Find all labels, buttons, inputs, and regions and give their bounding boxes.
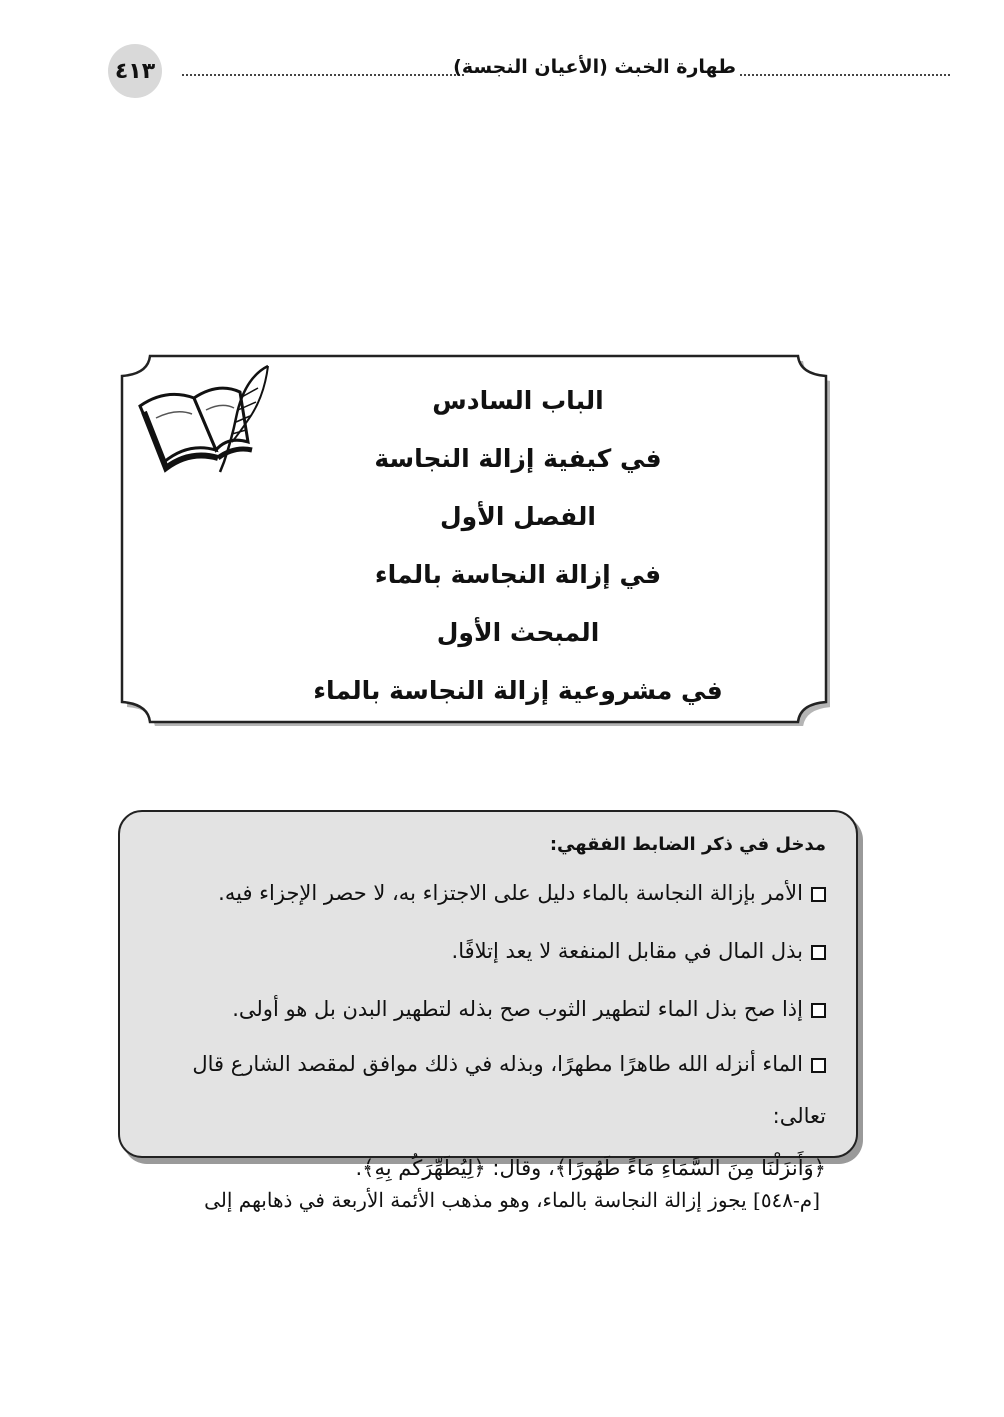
- page-number: ٤١٣: [108, 44, 162, 98]
- checkbox-icon: [811, 1003, 826, 1018]
- rule-item: [138, 980, 826, 1038]
- body-paragraph: [م-٥٤٨] يجوز إزالة النجاسة بالماء، وهو مذهب الأئمة الأربعة في ذهابهم إلى: [204, 1188, 820, 1212]
- quran-quote: ﴿لِيُطَهِّرَكُم بِهِ﴾: [362, 1156, 486, 1180]
- jurisprudential-rule-box: [118, 810, 858, 1180]
- quran-quote: ﴿وَأَنزَلْنَا مِنَ السَّمَاءِ مَاءً طَهُورًا﴾: [554, 1156, 826, 1180]
- checkbox-icon: [811, 945, 826, 960]
- rule-item-text: الماء أنزله الله طاهرًا مطهرًا، وبذله في ذلك موافق لمقصد الشارع قال تعالى:: [192, 1052, 826, 1128]
- rule-box-heading: مدخل في ذكر الضابط الفقهي:: [549, 834, 826, 855]
- quote-separator: ، وقال:: [485, 1156, 555, 1180]
- rule-item: [138, 922, 826, 980]
- checkbox-icon: [811, 887, 826, 902]
- rule-item-text: بذل المال في مقابل المنفعة لا يعد إتلافًا.: [451, 939, 803, 963]
- quote-end: .: [355, 1156, 363, 1180]
- dotted-leader-left: [182, 74, 464, 76]
- part-subtitle: في كيفية إزالة النجاسة: [374, 444, 662, 473]
- chapter-title-frame: [118, 352, 830, 726]
- rule-item: [138, 864, 826, 922]
- chapter-subtitle: في إزالة النجاسة بالماء: [374, 560, 662, 589]
- rule-item-text: إذا صح بذل الماء لتطهير الثوب صح بذله لتطهير البدن بل هو أولى.: [232, 997, 803, 1021]
- dotted-leader-right: [740, 74, 950, 76]
- page-header: [108, 44, 848, 98]
- part-title: الباب السادس: [432, 386, 604, 415]
- chapter-title: الفصل الأول: [439, 502, 597, 531]
- chapter-title-block: [268, 372, 768, 720]
- rule-item: [138, 1038, 826, 1194]
- book-quill-icon: [136, 358, 276, 478]
- checkbox-icon: [811, 1058, 826, 1073]
- rule-item-text: الأمر بإزالة النجاسة بالماء دليل على الاجتزاء به، لا حصر الإجزاء فيه.: [218, 881, 803, 905]
- section-title: المبحث الأول: [436, 618, 600, 647]
- section-subtitle: في مشروعية إزالة النجاسة بالماء: [313, 676, 723, 705]
- running-title: طهارة الخبث (الأعيان النجسة): [453, 56, 736, 78]
